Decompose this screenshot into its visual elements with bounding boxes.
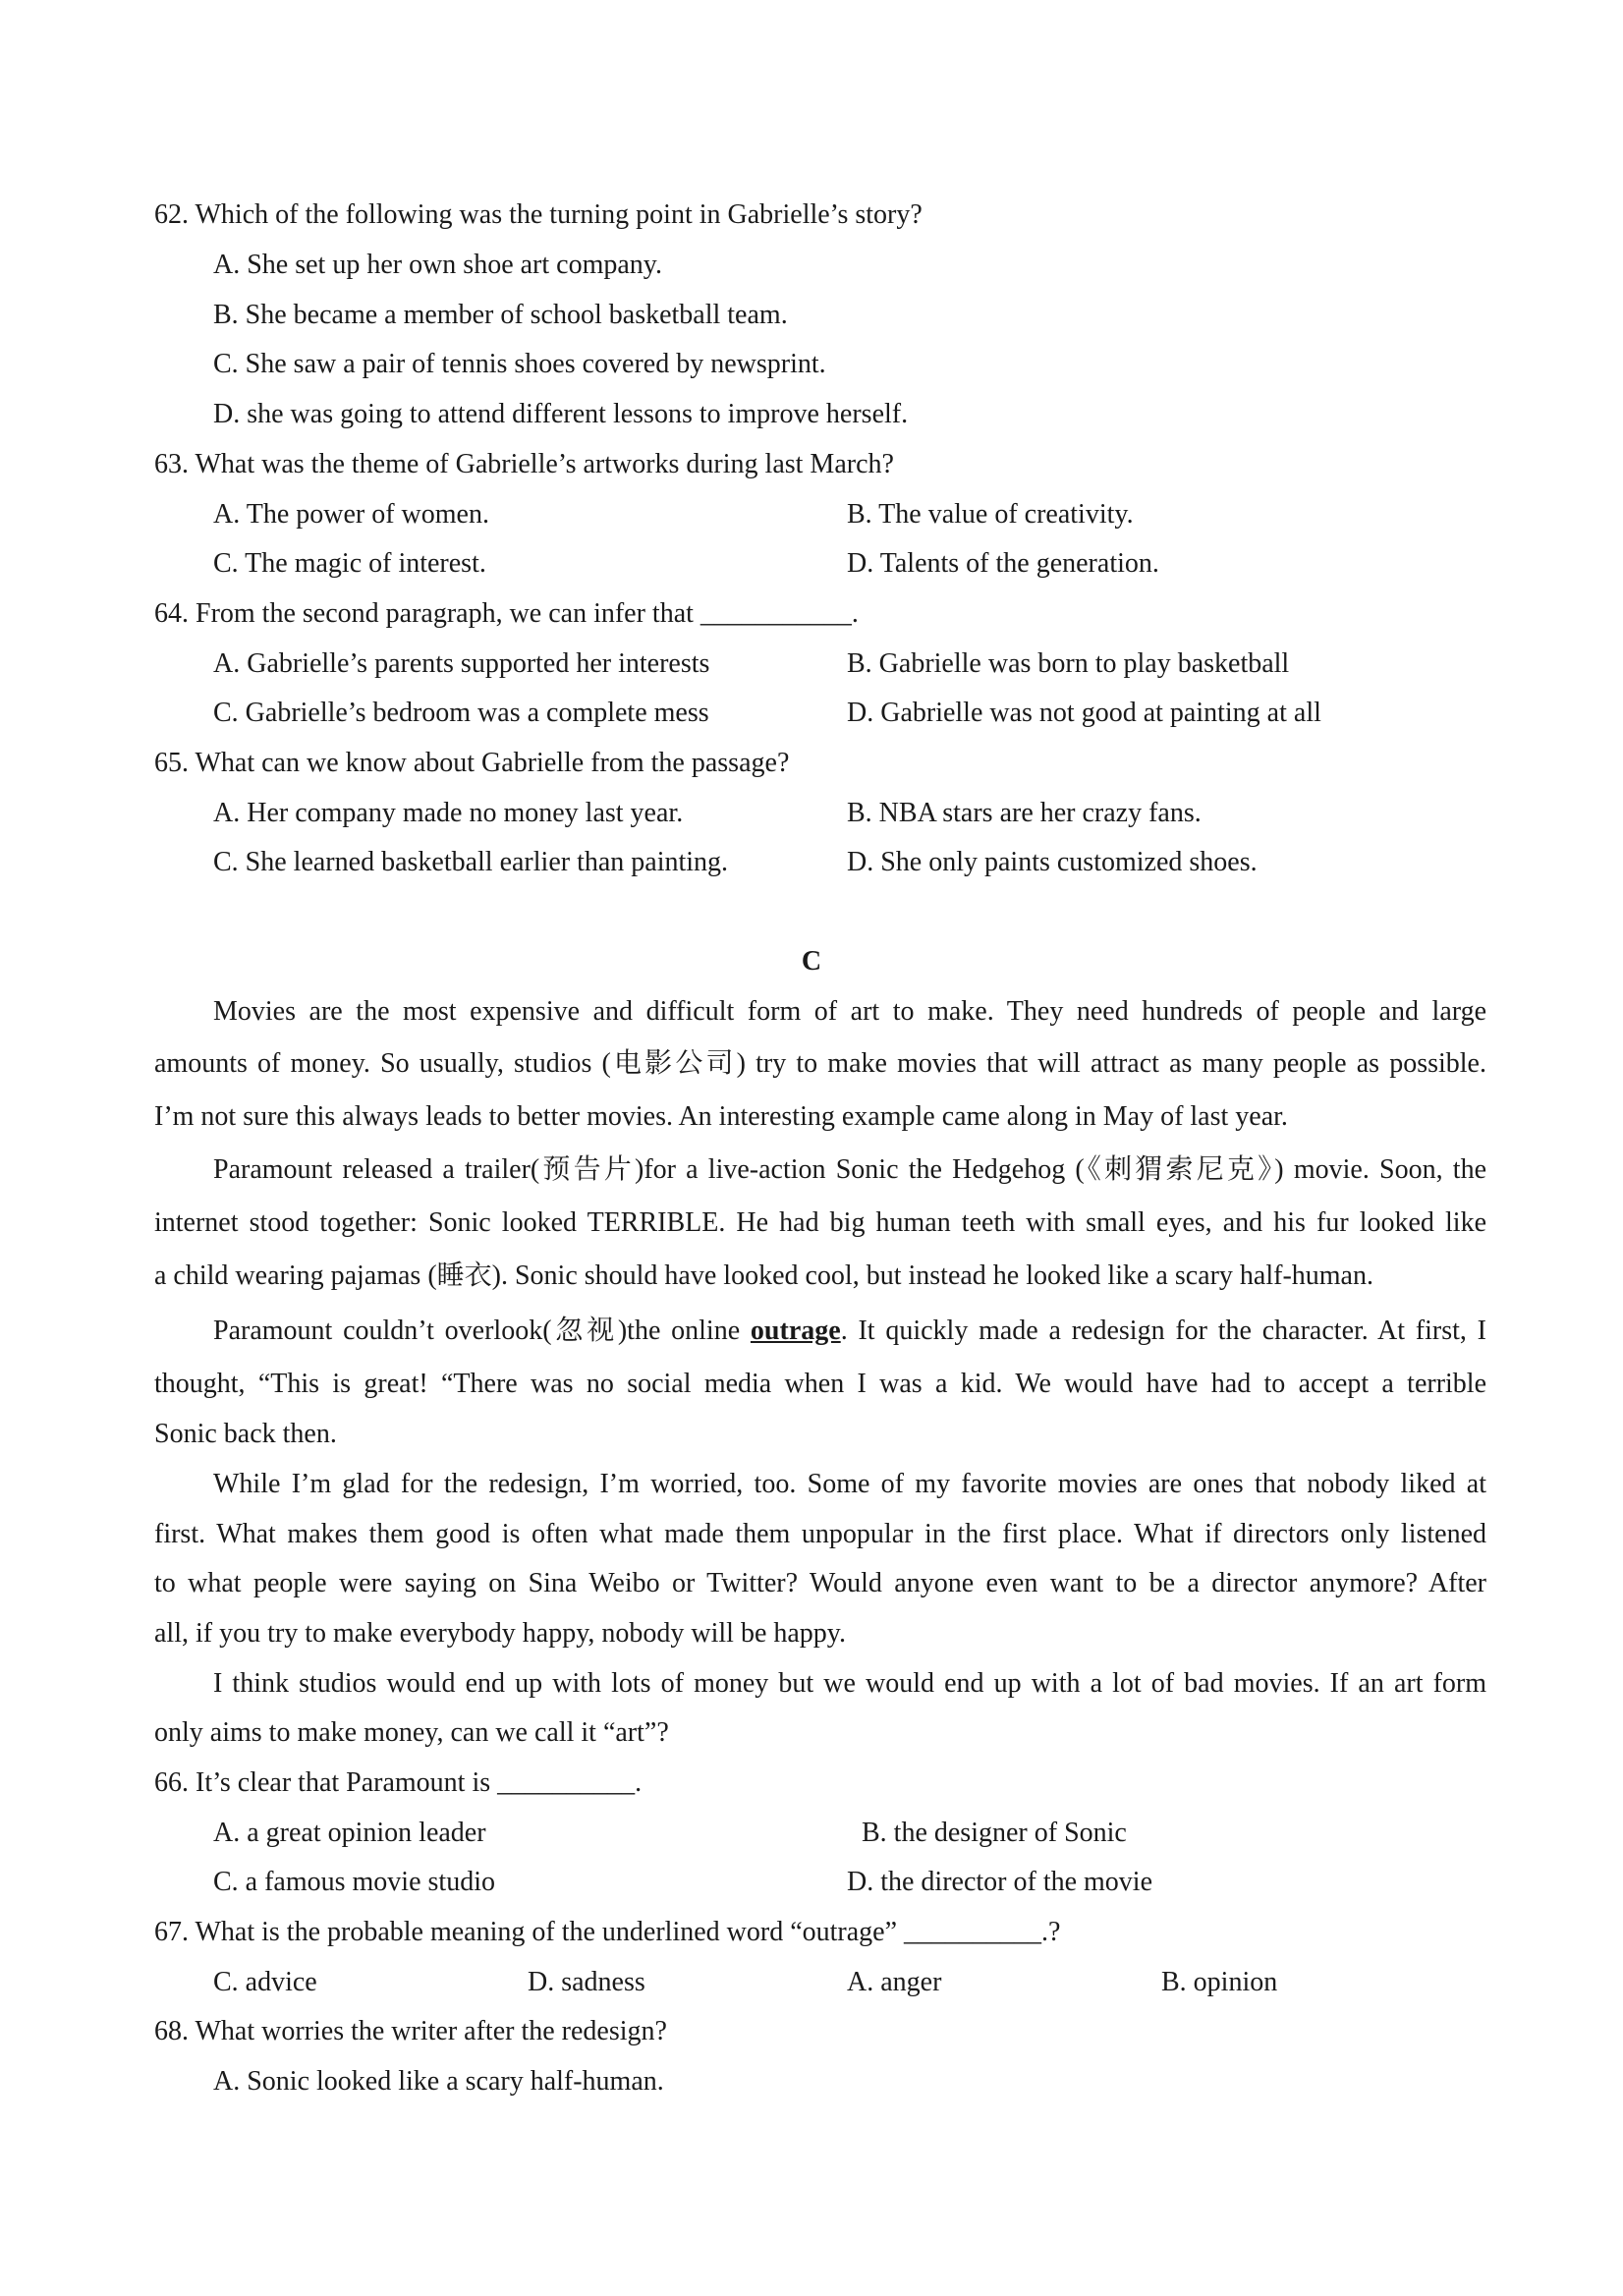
passage-p2-line-2-text: internet stood together: Sonic looked TERRIBLE. He had big human teeth with small eyes, and his fur looked like bbox=[154, 1207, 1486, 1238]
question-63-option-b: B. The value of creativity. bbox=[847, 499, 1134, 530]
question-68-option-a: A. Sonic looked like a scary half-human. bbox=[213, 2066, 664, 2097]
question-64-stem: 64. From the second paragraph, we can infer that ___________. bbox=[154, 598, 859, 629]
question-65-option-b: B. NBA stars are her crazy fans. bbox=[847, 798, 1202, 828]
passage-p4-line-3 bbox=[154, 1567, 1486, 1600]
question-67-option-3: A. anger bbox=[847, 1967, 942, 1997]
question-65-stem: 65. What can we know about Gabrielle from the passage? bbox=[154, 748, 790, 778]
question-62-stem: 62. Which of the following was the turning point in Gabrielle’s story? bbox=[154, 199, 923, 230]
passage-p1-line-1 bbox=[213, 995, 1486, 1029]
passage-p2-line-1 bbox=[213, 1153, 1486, 1187]
passage-p1-line-3: I’m not sure this always leads to better movies. An interesting example came along in May of last year. bbox=[154, 1101, 1288, 1132]
passage-p3-line-1 bbox=[213, 1315, 1486, 1348]
passage-p5-line-2: only aims to make money, can we call it “art”? bbox=[154, 1717, 669, 1748]
section-c-heading: C bbox=[801, 946, 822, 977]
question-64-option-d: D. Gabrielle was not good at painting at all bbox=[847, 698, 1321, 728]
passage-p3-line-3: Sonic back then. bbox=[154, 1419, 337, 1449]
question-66-option-b: B. the designer of Sonic bbox=[862, 1818, 1127, 1848]
passage-p1-line-2-text: amounts of money. So usually, studios (电影公司) try to make movies that will attract as many people as possible. bbox=[154, 1048, 1486, 1079]
underlined-word-outrage: outrage bbox=[750, 1316, 841, 1346]
passage-p1-line-2 bbox=[154, 1047, 1486, 1081]
passage-p4-line-3-text: to what people were saying on Sina Weibo or Twitter? Would anyone even want to be a director anymore? After bbox=[154, 1568, 1486, 1598]
question-62-option-c: C. She saw a pair of tennis shoes covered by newsprint. bbox=[213, 349, 826, 379]
question-67-option-2: D. sadness bbox=[528, 1967, 645, 1997]
question-63-option-a: A. The power of women. bbox=[213, 499, 489, 530]
passage-p2-line-2 bbox=[154, 1206, 1486, 1240]
question-67-option-4: B. opinion bbox=[1161, 1967, 1278, 1997]
passage-p4-line-4: all, if you try to make everybody happy, nobody will be happy. bbox=[154, 1618, 846, 1649]
question-63-stem: 63. What was the theme of Gabrielle’s artworks during last March? bbox=[154, 449, 894, 479]
question-62-option-d: D. she was going to attend different lessons to improve herself. bbox=[213, 399, 909, 429]
question-67-option-1: C. advice bbox=[213, 1967, 317, 1997]
question-64-option-a: A. Gabrielle’s parents supported her interests bbox=[213, 648, 710, 679]
question-63-option-c: C. The magic of interest. bbox=[213, 548, 486, 579]
passage-p4-line-2 bbox=[154, 1518, 1486, 1551]
question-66-option-d: D. the director of the movie bbox=[847, 1867, 1153, 1897]
question-64-option-b: B. Gabrielle was born to play basketball bbox=[847, 648, 1290, 679]
passage-p4-line-1-text: While I’m glad for the redesign, I’m worried, too. Some of my favorite movies are ones that nobody liked at bbox=[213, 1469, 1486, 1499]
question-62-option-a: A. She set up her own shoe art company. bbox=[213, 250, 662, 280]
passage-p3-text-before: Paramount couldn’t overlook(忽视)the online bbox=[213, 1316, 751, 1346]
question-66-option-a: A. a great opinion leader bbox=[213, 1818, 486, 1848]
passage-p3-line-2 bbox=[154, 1368, 1486, 1401]
question-64-option-c: C. Gabrielle’s bedroom was a complete mess bbox=[213, 698, 709, 728]
question-66-stem: 66. It’s clear that Paramount is __________. bbox=[154, 1767, 643, 1798]
passage-p3-line-2-text: thought, “This is great! “There was no social media when I was a kid. We would have had to accept a terrible bbox=[154, 1369, 1486, 1399]
question-63-option-d: D. Talents of the generation. bbox=[847, 548, 1159, 579]
passage-p4-line-2-text: first. What makes them good is often what made them unpopular in the first place. What if directors only listened bbox=[154, 1519, 1486, 1549]
passage-p2-line-1-text: Paramount released a trailer(预告片)for a live-action Sonic the Hedgehog (《刺猬索尼克》) movie. Soon, the bbox=[213, 1154, 1486, 1185]
passage-p1-line-1-text: Movies are the most expensive and difficult form of art to make. They need hundreds of people and large bbox=[213, 996, 1486, 1027]
question-66-option-c: C. a famous movie studio bbox=[213, 1867, 495, 1897]
passage-p3-line-1-text bbox=[213, 1315, 1486, 1348]
passage-p2-line-3: a child wearing pajamas (睡衣). Sonic should have looked cool, but instead he looked like a scary half-human. bbox=[154, 1260, 1373, 1291]
question-67-stem: 67. What is the probable meaning of the underlined word “outrage” __________.? bbox=[154, 1917, 1061, 1947]
passage-p4-line-1 bbox=[213, 1468, 1486, 1501]
passage-p5-line-1 bbox=[213, 1667, 1486, 1701]
passage-p3-text-after: . It quickly made a redesign for the character. At first, I bbox=[840, 1316, 1486, 1346]
passage-p5-line-1-text: I think studios would end up with lots of money but we would end up with a lot of bad movies. If an art form bbox=[213, 1668, 1486, 1699]
question-68-stem: 68. What worries the writer after the redesign? bbox=[154, 2016, 667, 2046]
question-62-option-b: B. She became a member of school basketball team. bbox=[213, 300, 788, 330]
question-65-option-d: D. She only paints customized shoes. bbox=[847, 847, 1258, 877]
question-65-option-a: A. Her company made no money last year. bbox=[213, 798, 684, 828]
question-65-option-c: C. She learned basketball earlier than painting. bbox=[213, 847, 729, 877]
